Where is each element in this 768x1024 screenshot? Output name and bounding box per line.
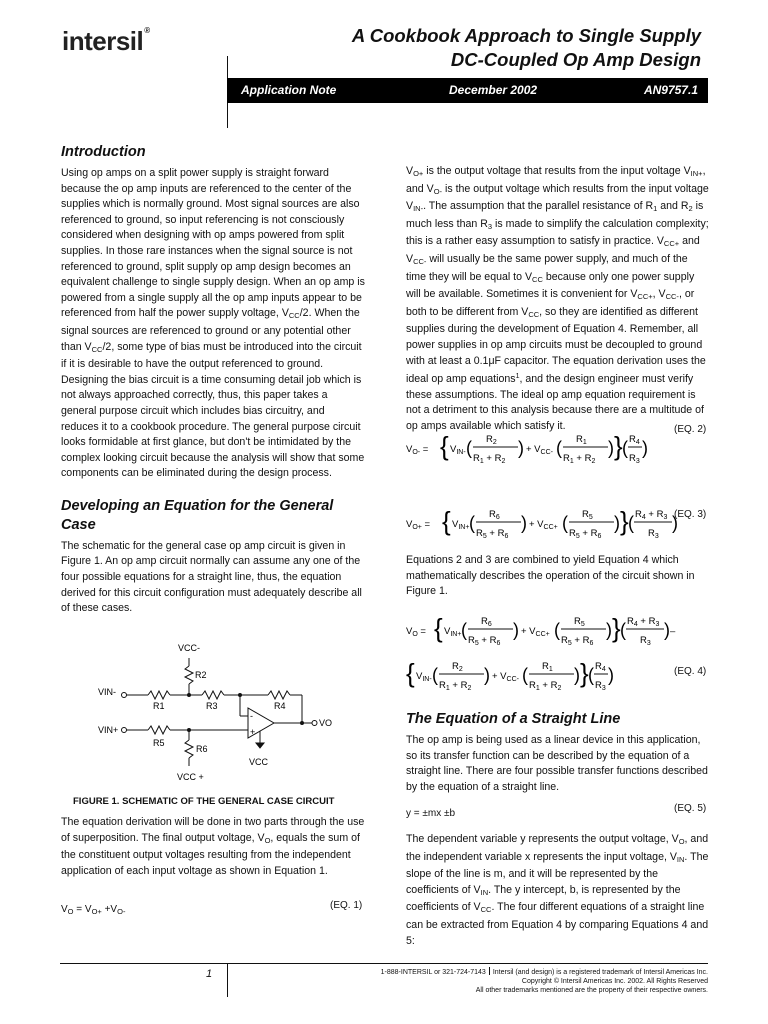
dependent-variable-block — [406, 832, 710, 949]
right-column-top — [406, 164, 710, 435]
resistor-r2 — [185, 666, 193, 684]
svg-text:R5 + R6: $R_5 + R_6$ — [561, 635, 594, 647]
svg-text:VO =: $V_O$ = — [406, 626, 426, 638]
equation-3-number: (EQ. 3) — [674, 509, 707, 520]
svg-text:R2: $R_2$ — [486, 434, 497, 446]
equation-2 — [406, 430, 706, 470]
left-column-top — [61, 143, 365, 617]
svg-text:): ) — [608, 438, 614, 458]
resistor-r6 — [185, 740, 193, 758]
svg-text:): ) — [606, 620, 612, 640]
svg-text:}: } — [580, 658, 589, 688]
svg-text:R3: $R_3$ — [648, 528, 659, 540]
label-r2: R2 — [195, 670, 207, 680]
svg-text:): ) — [521, 513, 527, 533]
resistor-r5 — [148, 726, 170, 734]
introduction-paragraph: Using op amps on a split power supply is straight forward because the op amp inputs are referenced to the center of the supplies which is normally ground. Most signal sources are also referenced to ground, so input referencing is not consciously considered when designing with op amps powered from split supplies. In those rare instances when the signal source is not referenced to ground, split supply op amp design becomes an equivalent challenge to single supply design. When an op amp is powered from a single supply all the op amp inputs appear to be referenced from half the power supply voltage, $V_{CC}/2$. When the signal sources are referenced to ground or any potential other than $V_{CC}/2$, some type of bias must be introduced into the circuit if it is desirable to have the output referenced to ground. Designing the bias circuit is a time consuming detail job which is not always approached correctly, thus, this paper takes a general purpose circuit which includes bias circuitry, and reduces it to a cookbook procedure. The general purpose circuit looks formidable at first glance, but don't be intimidated by the complex looking circuit because the analysis will show that some components can be eliminated during the design process. — [61, 167, 365, 480]
developing-paragraph: The schematic for the general case op amp circuit is given in Figure 1. An op amp circuit normally can assume any one of the four possible equations for a straight line, thus, the equation derived for this circuit configuration must adequately describe all of these cases. — [61, 539, 362, 615]
equation-1-number: (EQ. 1) — [330, 900, 363, 911]
svg-text:R6: $R_6$ — [489, 509, 500, 521]
label-op-amp-minus: - — [250, 711, 253, 721]
derivation-paragraph: The equation derivation will be done in two parts through the use of superposition. The final output voltage, $V_O$, equals the sum of the constituent output voltages resulting from the independent application of each input voltage as shown in Equation 1. — [61, 816, 365, 877]
figure-1-caption: FIGURE 1. SCHEMATIC OF THE GENERAL CASE CIRCUIT — [73, 796, 335, 807]
svg-text:(: ( — [522, 665, 528, 685]
vin-minus-terminal — [122, 693, 127, 698]
label-vin-plus: VIN+ — [98, 725, 119, 735]
left-column-bottom — [61, 815, 365, 879]
svg-text:(: ( — [469, 513, 475, 533]
svg-text:R6: $R_6$ — [481, 616, 492, 628]
svg-text:): ) — [574, 665, 580, 685]
svg-text:(: ( — [556, 438, 562, 458]
svg-text:}: } — [612, 613, 621, 643]
svg-text:VIN-: $V_{IN-}$ — [416, 671, 432, 683]
svg-text:R3: $R_3$ — [640, 635, 651, 647]
svg-text:R5: $R_5$ — [574, 616, 585, 628]
svg-text:R1: $R_1$ — [542, 661, 553, 673]
svg-text:): ) — [672, 513, 678, 533]
label-op-amp-plus: + — [250, 727, 256, 737]
equation-4-formula — [406, 612, 706, 698]
assumptions-paragraph: $V_{O+}$ is the output voltage that results from the input voltage $V_{IN+}$, and $V_{O-}$ is the output voltage which results from the input voltage $V_{IN-}$. The assumption that the parallel resistance of $R_1$ and $R_2$ is much less than $R_3$ is made to simplify the calculation complexity; this is a rather easy assumption to satisfy in practice. $V_{CC+}$ and $V_{CC-}$ will usually be the same power supply, and much of the time they will be equal to $V_{CC}$ because only one power supply will be available. Sometimes it is convenient for $V_{CC+}$, $V_{CC-}$, or both to be different from $V_{CC}$, so they are identified as different supplies during the development of Equation 4. Remember, all power supplies in op amp circuits must be decoupled to ground with at least a 0.1μF capacitor. The equation derivation uses the ideal op amp equations$^1$, and the design engineer must verify these assumptions. The ideal op amp equation requirement is not a detriment to this analysis because there are a multitude of op amps available which satisfy it. — [406, 165, 709, 432]
svg-text:R3: $R_3$ — [629, 453, 640, 465]
svg-text:}: } — [620, 506, 629, 536]
footer-copyright: Copyright © Intersil Americas Inc. 2002. All Rights Reserved — [521, 978, 708, 985]
svg-text:+ VCC+: + $V_{CC+}$ — [521, 626, 550, 638]
svg-text:(: ( — [466, 438, 472, 458]
label-vcc-minus: VCC- — [178, 643, 200, 653]
figure-1-schematic — [90, 638, 350, 783]
svg-text:(: ( — [562, 513, 568, 533]
intersil-logo: intersil® — [62, 26, 150, 56]
svg-text:(: ( — [622, 438, 628, 458]
document-type: Application Note — [241, 83, 337, 97]
label-r6: R6 — [196, 744, 208, 754]
document-date: December 2002 — [449, 83, 538, 97]
svg-text:{: { — [440, 431, 449, 461]
svg-text:(: ( — [461, 620, 467, 640]
equation-2-formula — [406, 430, 706, 470]
label-vcc: VCC — [249, 757, 269, 767]
svg-text:): ) — [513, 620, 519, 640]
label-r4: R4 — [274, 701, 286, 711]
svg-text:R1 + R2: $R_1 + R_2$ — [473, 453, 506, 465]
vo-terminal — [312, 721, 317, 726]
svg-text:(: ( — [554, 620, 560, 640]
document-number: AN9757.1 — [643, 83, 698, 97]
svg-text:R4: $R_4$ — [629, 434, 640, 446]
equation-2-number: (EQ. 2) — [674, 424, 707, 435]
svg-text:(: ( — [628, 513, 634, 533]
svg-text:VIN-: $V_{IN-}$ — [450, 444, 466, 456]
svg-text:R3: $R_3$ — [595, 680, 606, 692]
footer-legal — [381, 967, 708, 995]
footer-phone: 1-888-INTERSIL or 321-724-7143 — [380, 969, 486, 976]
svg-text:VIN+: $V_{IN+}$ — [452, 519, 470, 531]
svg-text:R5 + R6: $R_5 + R_6$ — [468, 635, 501, 647]
svg-text:R1 + R2: $R_1 + R_2$ — [563, 453, 596, 465]
footer-trademark: Intersil (and design) is a registered trademark of Intersil Americas Inc. — [492, 969, 708, 976]
footer-divider — [60, 963, 708, 964]
equation-1: $V_O = V_{O+} +V_{O-}$ — [61, 904, 126, 916]
svg-text:{: { — [406, 658, 415, 688]
svg-text:): ) — [664, 620, 670, 640]
svg-text:): ) — [608, 665, 614, 685]
svg-text:(: ( — [432, 665, 438, 685]
svg-text:+ VCC-: + $V_{CC-}$ — [492, 671, 519, 683]
resistor-r1 — [148, 691, 170, 699]
equation-3-formula — [406, 505, 706, 545]
page-number: 1 — [206, 968, 213, 980]
label-r1: R1 — [153, 701, 165, 711]
label-r3: R3 — [206, 701, 218, 711]
combined-paragraph-block — [406, 553, 710, 600]
svg-text:): ) — [518, 438, 524, 458]
svg-text:R4: $R_4$ — [595, 661, 606, 673]
footer-other-trademarks: All other trademarks mentioned are the property of their respective owners. — [475, 987, 708, 994]
label-vin-minus: VIN- — [98, 687, 116, 697]
label-vcc-plus: VCC + — [177, 772, 204, 782]
document-title: A Cookbook Approach to Single Supply DC-Coupled Op Amp Design — [351, 25, 701, 70]
svg-text:{: { — [434, 613, 443, 643]
resistor-r4 — [268, 691, 290, 699]
equation-3 — [406, 505, 706, 545]
svg-text:R1 + R2: $R_1 + R_2$ — [439, 680, 472, 692]
straight-line-paragraph: The op amp is being used as a linear device in this application, so its transfer function can be described by the equation of a straight line. There are four possible transfer functions described by the equation of a straight line. — [406, 734, 708, 793]
svg-text:R4 + R3: $R_4 + R_3$ — [635, 509, 668, 521]
svg-text:R1 + R2: $R_1 + R_2$ — [529, 680, 562, 692]
footer-vertical-divider — [227, 963, 228, 997]
svg-text:R5: $R_5$ — [582, 509, 593, 521]
svg-text:R2: $R_2$ — [452, 661, 463, 673]
svg-text:): ) — [484, 665, 490, 685]
svg-text:+ VCC-: + $V_{CC-}$ — [526, 444, 553, 456]
svg-text:{: { — [442, 506, 451, 536]
header-banner — [227, 78, 708, 103]
svg-text:(: ( — [588, 665, 594, 685]
svg-text:}: } — [614, 431, 623, 461]
svg-text:R5 + R6: $R_5 + R_6$ — [569, 528, 602, 540]
svg-text:+ VCC+: + $V_{CC+}$ — [529, 519, 558, 531]
heading-developing-equation: Developing an Equation for the General Case — [61, 497, 334, 533]
right-column-bottom — [406, 710, 710, 795]
svg-text:R4 + R3: $R_4 + R_3$ — [627, 616, 660, 628]
equation-4 — [406, 612, 706, 698]
equation-4-number: (EQ. 4) — [674, 666, 707, 677]
svg-text:R5 + R6: $R_5 + R_6$ — [476, 528, 509, 540]
svg-text:VIN+: $V_{IN+}$ — [444, 626, 462, 638]
equation-5: y = ±mx ±b — [406, 808, 456, 819]
svg-text:): ) — [642, 438, 648, 458]
vin-plus-terminal — [122, 728, 127, 733]
heading-straight-line: The Equation of a Straight Line — [406, 711, 621, 727]
equation-5-number: (EQ. 5) — [674, 803, 707, 814]
svg-text:R1: $R_1$ — [576, 434, 587, 446]
resistor-r3 — [202, 691, 224, 699]
heading-introduction: Introduction — [61, 144, 146, 160]
label-r5: R5 — [153, 738, 165, 748]
label-vo: VO — [319, 718, 333, 728]
dependent-variable-paragraph: The dependent variable y represents the output voltage, $V_O$, and the independent variable x represents the input voltage, $V_{IN}$. The slope of the line is m, and it will be represented by the coefficients of $V_{IN}$. The y intercept, b, is represented by the coefficients of $V_{CC}$. The four different equations of a straight line can be extracted from Equation 4 by comparing Equations 4 and 5: — [406, 833, 709, 947]
svg-text:–: – — [670, 626, 676, 637]
svg-text:VO- =: $V_{O-}$ = — [406, 444, 429, 456]
svg-text:(: ( — [620, 620, 626, 640]
svg-text:): ) — [614, 513, 620, 533]
svg-text:VO+ =: $V_{O+}$ = — [406, 519, 431, 531]
combined-paragraph: Equations 2 and 3 are combined to yield Equation 4 which mathematically describes the operation of the circuit shown in Figure 1. — [406, 554, 695, 598]
